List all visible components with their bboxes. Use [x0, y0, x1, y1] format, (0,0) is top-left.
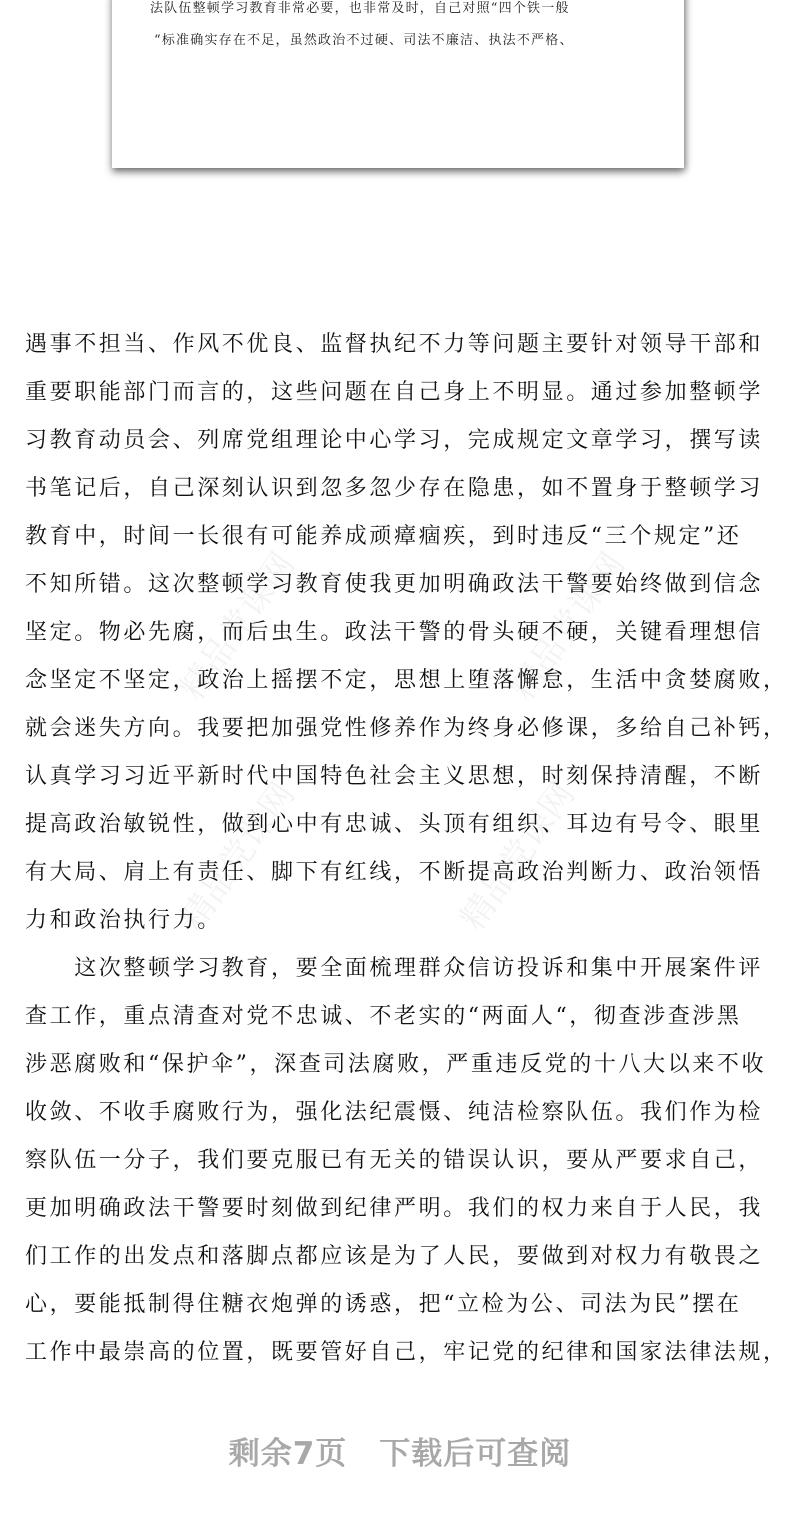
- body-line: 书笔记后，自己深刻认识到忽多忽少存在隐患，如不置身于整顿学习: [25, 476, 764, 501]
- body-line: 提高政治敏锐性，做到心中有忠诚、头顶有组织、耳边有号令、眼里: [25, 812, 764, 837]
- watermark: 精品党课网: [502, 545, 634, 708]
- body-line: 这次整顿学习教育，要全面梳理群众信访投诉和集中开展案件评: [25, 956, 764, 981]
- preview-line: 法队伍整顿学习教育非常必要，也非常及时，自己对照“四个铁一般: [150, 1, 570, 16]
- body-line: 工作中最崇高的位置，既要管好自己，牢记党的纪律和国家法律法规，: [25, 1340, 788, 1365]
- remaining-pages-text[interactable]: 剩余7页: [228, 1436, 348, 1472]
- body-line: 察队伍一分子，我们要克服已有无关的错误认识，要从严要求自己，: [25, 1148, 764, 1173]
- body-line: 遇事不担当、作风不优良、监督执纪不力等问题主要针对领导干部和: [25, 332, 764, 357]
- watermark: 精品党课网: [452, 775, 584, 938]
- previous-page-preview: [112, 0, 684, 168]
- body-line: 们工作的出发点和落脚点都应该是为了人民，要做到对权力有敬畏之: [25, 1244, 764, 1269]
- body-line: 重要职能部门而言的，这些问题在自己身上不明显。通过参加整顿学: [25, 380, 764, 405]
- watermark: 精品党课网: [172, 545, 304, 708]
- body-line: 念坚定不坚定，政治上摇摆不定，思想上堕落懈怠，生活中贪婪腐败，: [25, 668, 788, 693]
- body-line: 不知所错。这次整顿学习教育使我更加明确政法干警要始终做到信念: [25, 572, 764, 597]
- body-line: 更加明确政法干警要时刻做到纪律严明。我们的权力来自于人民，我: [25, 1196, 764, 1221]
- body-line: 教育中，时间一长很有可能养成顽瘴痼疾，到时违反“三个规定”还: [25, 524, 742, 549]
- download-prompt[interactable]: [0, 1428, 800, 1473]
- body-line: 认真学习习近平新时代中国特色社会主义思想，时刻保持清醒，不断: [25, 764, 764, 789]
- body-line: 习教育动员会、列席党组理论中心学习，完成规定文章学习，撰写读: [25, 428, 764, 453]
- body-line: 就会迷失方向。我要把加强党性修养作为终身必修课，多给自己补钙，: [25, 716, 788, 741]
- body-line: 力和政治执行力。: [25, 908, 222, 933]
- body-line: 坚定。物必先腐，而后虫生。政法干警的骨头硬不硬，关键看理想信: [25, 620, 764, 645]
- watermark: 精品党课网: [172, 775, 304, 938]
- body-line: 心，要能抵制得住糖衣炮弹的诱惑，把“立检为公、司法为民”摆在: [25, 1292, 742, 1317]
- body-line: 有大局、肩上有责任、脚下有红线，不断提高政治判断力、政治领悟: [25, 860, 764, 885]
- body-line: 收敛、不收手腐败行为，强化法纪震慑、纯洁检察队伍。我们作为检: [25, 1100, 764, 1125]
- preview-line: “标准确实存在不足，虽然政治不过硬、司法不廉洁、执法不严格、: [154, 33, 574, 48]
- body-line: 查工作，重点清查对党不忠诚、不老实的“两面人“，彻查涉查涉黑: [25, 1004, 742, 1029]
- body-line: 涉恶腐败和“保护伞”，深查司法腐败，严重违反党的十八大以来不收: [25, 1052, 767, 1077]
- download-to-view-text[interactable]: 下载后可查阅: [379, 1436, 572, 1472]
